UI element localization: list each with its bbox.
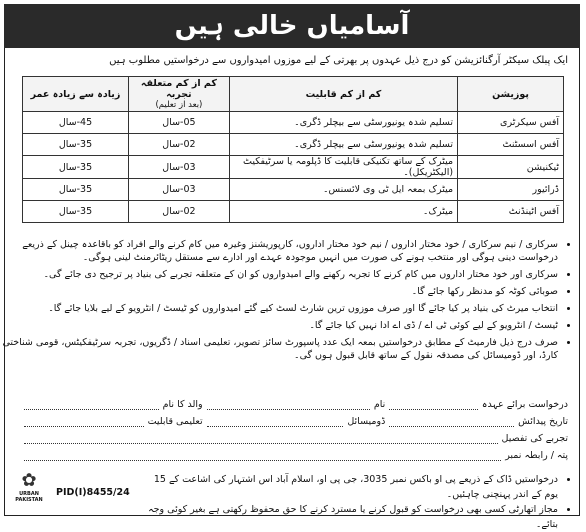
field-address [24, 450, 501, 461]
intro-text: ایک پبلک سیکٹر آرگنائزیشن کو درج ذیل عہدوں پر بھرتی کے لیے موزوں امیدواروں سے درخواستیں مطلوب ہیں [109, 55, 568, 66]
form-row [20, 410, 568, 427]
notes-list [2, 238, 572, 366]
table-row [23, 201, 564, 223]
header-qualification: کم از کم قابلیت [229, 77, 457, 112]
field-post-applied [389, 399, 478, 410]
cell-post: ڈرائیور [458, 179, 564, 201]
banner-title: آسامیاں خالی ہیں [174, 11, 410, 41]
header-experience-sub: (بعد از تعلیم) [155, 100, 203, 110]
cell-post: آفس اسسٹنٹ [458, 134, 564, 156]
footer-note-item: • درخواستیں ڈاک کے ذریعے پی او باکس نمبر 3035، جی پی او، اسلام آباد اس اشتہار کی اشاعت کے 15 یوم کے اندر پہنچنی چاہئیں۔ [138, 472, 558, 502]
cell-experience: 03-سال [128, 179, 229, 201]
cell-qualification: میٹرک۔ [229, 201, 457, 223]
footer-note-item: • مجاز اتھارٹی کسی بھی درخواست کو قبول کرنے یا مسترد کرنے کا حق محفوظ رکھتی ہے بغیر کوئی وجہ بتائے۔ [138, 502, 558, 532]
table-row [23, 179, 564, 201]
cell-qualification: تسلیم شدہ یونیورسٹی سے بیچلر ڈگری۔ [229, 134, 457, 156]
label-domicile: ڈومیسائل [347, 416, 386, 427]
label-name: نام [373, 399, 386, 410]
table-row [23, 156, 564, 179]
cell-qualification: تسلیم شدہ یونیورسٹی سے بیچلر ڈگری۔ [229, 112, 457, 134]
table-row [23, 134, 564, 156]
cell-post: ٹیکنیشن [458, 156, 564, 179]
note-item: • سرکاری / نیم سرکاری / خود مختار اداروں / نیم خود مختار اداروں، کارپوریشنز وغیرہ میں کام کرنے والے افراد کو باقاعدہ چینل کے ذریعے درخواست دینی ہوگی اور منتخب ہونے کی صورت میں انہیں موجودہ عہدے اور ادارے سے مستقل ریٹائرمنٹ لینی ہوگی۔ [2, 238, 558, 264]
table-header-row [23, 77, 564, 112]
cell-experience: 05-سال [128, 112, 229, 134]
cell-experience: 02-سال [128, 201, 229, 223]
cell-age: 35-سال [23, 201, 129, 223]
label-father-name: والد کا نام [162, 399, 203, 410]
field-name [207, 399, 370, 410]
cell-experience: 02-سال [128, 134, 229, 156]
header-experience-label: کم از کم متعلقہ تجربہ [140, 78, 217, 100]
header-age: زیادہ سے زیادہ عمر [23, 77, 129, 112]
label-experience: تجربے کی تفصیل [501, 433, 568, 444]
application-form [20, 393, 568, 461]
label-dob: تاریخ پیدائش [518, 416, 568, 427]
cell-age: 35-سال [23, 179, 129, 201]
table-row [23, 112, 564, 134]
cell-qualification: میٹرک کے ساتھ تکنیکی قابلیت کا ڈپلومہ یا سرٹیفکیٹ (الیکٹریکل)۔ [229, 156, 457, 179]
logo-text: URBAN PAKISTAN [15, 491, 43, 503]
label-education: تعلیمی قابلیت [147, 416, 203, 427]
pid-number: PID(I)8455/24 [56, 487, 130, 498]
cell-age: 35-سال [23, 134, 129, 156]
cell-age: 45-سال [23, 112, 129, 134]
cell-age: 35-سال [23, 156, 129, 179]
logo-emblem-icon: ✿ [21, 470, 37, 491]
jobs-table [22, 76, 564, 223]
field-domicile [207, 416, 344, 427]
form-row [20, 427, 568, 444]
footer-notes-list [138, 472, 572, 532]
field-dob [389, 416, 514, 427]
label-address: پتہ / رابطہ نمبر [505, 450, 568, 461]
cell-post: آفس سیکرٹری [458, 112, 564, 134]
logo [12, 470, 46, 503]
note-item: • صرف درج ذیل فارمیٹ کے مطابق درخواستیں بمعہ ایک عدد پاسپورٹ سائز تصویر، تعلیمی اسناد / ڈگریوں، تجربہ سرٹیفکیٹس، قومی شناختی کارڈ، اور ڈومیسائل کی مصدقہ نقول کے ساتھ قابل قبول ہوں گی۔ [2, 336, 558, 362]
note-item: • صوبائی کوٹہ کو مدنظر رکھا جائے گا۔ [2, 285, 558, 298]
field-father-name [24, 399, 159, 410]
note-item: • ٹیسٹ / انٹرویو کے لیے کوئی ٹی اے / ڈی اے ادا نہیں کیا جائے گا۔ [2, 319, 558, 332]
form-row [20, 393, 568, 410]
field-experience [24, 433, 498, 444]
form-row [20, 444, 568, 461]
note-item: • سرکاری اور خود مختار اداروں میں کام کرنے کا تجربہ رکھنے والے امیدواروں کو ان کے متعلقہ تجربے کی بنیاد پر ترجیح دی جائے گی۔ [2, 268, 558, 281]
cell-experience: 03-سال [128, 156, 229, 179]
header-experience [128, 77, 229, 112]
cell-qualification: میٹرک بمعہ ایل ٹی وی لائسنس۔ [229, 179, 457, 201]
cell-post: آفس اٹینڈنٹ [458, 201, 564, 223]
field-education [24, 416, 144, 427]
label-post-applied: درخواست برائے عہدہ [481, 399, 568, 410]
header-post: پوزیشن [458, 77, 564, 112]
note-item: • انتخاب میرٹ کی بنیاد پر کیا جائے گا اور صرف موزوں ترین شارٹ لسٹ کیے گئے امیدواروں کو ٹیسٹ / انٹرویو کے لیے بلایا جائے گا۔ [2, 302, 558, 315]
banner [4, 4, 580, 48]
